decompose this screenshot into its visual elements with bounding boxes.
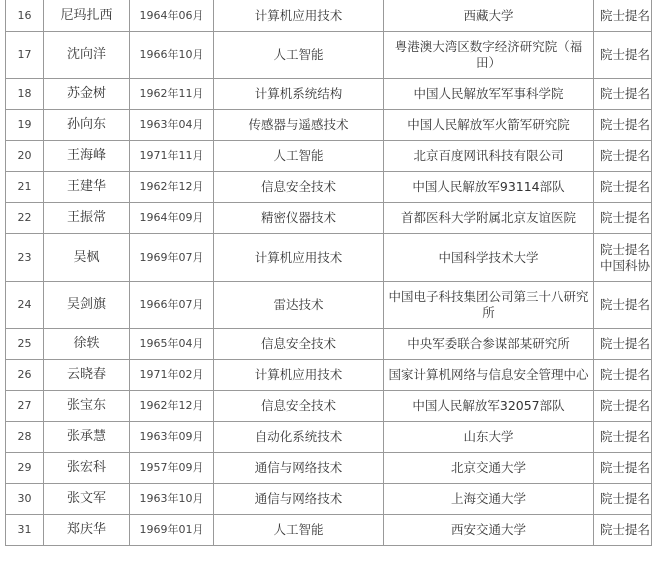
field-cell: 计算机应用技术 <box>214 234 384 282</box>
name-cell: 沈向洋 <box>44 32 130 79</box>
birth-date-cell: 1969年01月 <box>130 515 214 546</box>
nomination-cell: 院士提名 <box>594 515 652 546</box>
birth-date-cell: 1957年09月 <box>130 453 214 484</box>
nomination-cell: 院士提名 <box>594 422 652 453</box>
field-cell: 自动化系统技术 <box>214 422 384 453</box>
nomination-cell: 院士提名 <box>594 391 652 422</box>
name-cell: 孙向东 <box>44 110 130 141</box>
nomination-cell: 院士提名 <box>594 282 652 329</box>
name-cell: 王海峰 <box>44 141 130 172</box>
table-row <box>6 110 652 141</box>
name-cell: 尼玛扎西 <box>44 0 130 32</box>
row-number-cell: 17 <box>6 32 44 79</box>
organization-cell: 中国科学技术大学 <box>384 234 594 282</box>
birth-date-cell: 1971年02月 <box>130 360 214 391</box>
field-cell: 雷达技术 <box>214 282 384 329</box>
row-number-cell: 23 <box>6 234 44 282</box>
name-cell: 张文军 <box>44 484 130 515</box>
name-cell: 张宝东 <box>44 391 130 422</box>
row-number-cell: 25 <box>6 329 44 360</box>
table-row <box>6 141 652 172</box>
birth-date-cell: 1963年04月 <box>130 110 214 141</box>
table-row <box>6 32 652 79</box>
nomination-cell: 院士提名 <box>594 453 652 484</box>
organization-cell: 北京交通大学 <box>384 453 594 484</box>
row-number-cell: 22 <box>6 203 44 234</box>
organization-cell: 中国人民解放军火箭军研究院 <box>384 110 594 141</box>
table-row <box>6 234 652 282</box>
organization-cell: 首都医科大学附属北京友谊医院 <box>384 203 594 234</box>
birth-date-cell: 1962年12月 <box>130 172 214 203</box>
row-number-cell: 27 <box>6 391 44 422</box>
nomination-cell: 院士提名 <box>594 0 652 32</box>
name-cell: 王建华 <box>44 172 130 203</box>
organization-cell: 粤港澳大湾区数字经济研究院（福田） <box>384 32 594 79</box>
row-number-cell: 26 <box>6 360 44 391</box>
table-row <box>6 360 652 391</box>
birth-date-cell: 1965年04月 <box>130 329 214 360</box>
birth-date-cell: 1969年07月 <box>130 234 214 282</box>
table-row <box>6 329 652 360</box>
name-cell: 苏金树 <box>44 79 130 110</box>
field-cell: 计算机应用技术 <box>214 0 384 32</box>
nomination-cell: 院士提名 <box>594 110 652 141</box>
row-number-cell: 31 <box>6 515 44 546</box>
organization-cell: 上海交通大学 <box>384 484 594 515</box>
nomination-cell: 院士提名 <box>594 141 652 172</box>
organization-cell: 中央军委联合参谋部某研究所 <box>384 329 594 360</box>
nomination-cell: 院士提名 <box>594 79 652 110</box>
table-row <box>6 282 652 329</box>
field-cell: 精密仪器技术 <box>214 203 384 234</box>
row-number-cell: 19 <box>6 110 44 141</box>
field-cell: 通信与网络技术 <box>214 484 384 515</box>
name-cell: 郑庆华 <box>44 515 130 546</box>
field-cell: 传感器与遥感技术 <box>214 110 384 141</box>
birth-date-cell: 1971年11月 <box>130 141 214 172</box>
nomination-cell: 院士提名 <box>594 172 652 203</box>
row-number-cell: 16 <box>6 0 44 32</box>
organization-cell: 中国人民解放军32057部队 <box>384 391 594 422</box>
nomination-cell: 院士提名 <box>594 484 652 515</box>
nomination-cell: 院士提名 中国科协 <box>594 234 652 282</box>
row-number-cell: 21 <box>6 172 44 203</box>
organization-cell: 山东大学 <box>384 422 594 453</box>
table-row <box>6 203 652 234</box>
row-number-cell: 30 <box>6 484 44 515</box>
name-cell: 吴剑旗 <box>44 282 130 329</box>
birth-date-cell: 1962年11月 <box>130 79 214 110</box>
organization-cell: 中国电子科技集团公司第三十八研究所 <box>384 282 594 329</box>
birth-date-cell: 1964年09月 <box>130 203 214 234</box>
birth-date-cell: 1963年09月 <box>130 422 214 453</box>
birth-date-cell: 1966年07月 <box>130 282 214 329</box>
field-cell: 人工智能 <box>214 515 384 546</box>
table-row <box>6 391 652 422</box>
table-row <box>6 172 652 203</box>
nomination-cell: 院士提名 <box>594 360 652 391</box>
table-row <box>6 422 652 453</box>
birth-date-cell: 1962年12月 <box>130 391 214 422</box>
name-cell: 王振常 <box>44 203 130 234</box>
table-row <box>6 453 652 484</box>
organization-cell: 中国人民解放军93114部队 <box>384 172 594 203</box>
row-number-cell: 24 <box>6 282 44 329</box>
table-body <box>6 0 652 546</box>
organization-cell: 北京百度网讯科技有限公司 <box>384 141 594 172</box>
row-number-cell: 28 <box>6 422 44 453</box>
field-cell: 人工智能 <box>214 32 384 79</box>
row-number-cell: 29 <box>6 453 44 484</box>
name-cell: 徐轶 <box>44 329 130 360</box>
candidate-table <box>5 0 652 546</box>
table-row <box>6 484 652 515</box>
name-cell: 张宏科 <box>44 453 130 484</box>
birth-date-cell: 1964年06月 <box>130 0 214 32</box>
organization-cell: 西安交通大学 <box>384 515 594 546</box>
row-number-cell: 20 <box>6 141 44 172</box>
table-row <box>6 79 652 110</box>
table-row <box>6 0 652 32</box>
row-number-cell: 18 <box>6 79 44 110</box>
organization-cell: 西藏大学 <box>384 0 594 32</box>
name-cell: 云晓春 <box>44 360 130 391</box>
field-cell: 通信与网络技术 <box>214 453 384 484</box>
field-cell: 信息安全技术 <box>214 329 384 360</box>
field-cell: 计算机系统结构 <box>214 79 384 110</box>
organization-cell: 中国人民解放军军事科学院 <box>384 79 594 110</box>
field-cell: 信息安全技术 <box>214 391 384 422</box>
name-cell: 张承慧 <box>44 422 130 453</box>
field-cell: 信息安全技术 <box>214 172 384 203</box>
nomination-cell: 院士提名 <box>594 329 652 360</box>
nomination-cell: 院士提名 <box>594 203 652 234</box>
organization-cell: 国家计算机网络与信息安全管理中心 <box>384 360 594 391</box>
nomination-cell: 院士提名 <box>594 32 652 79</box>
birth-date-cell: 1966年10月 <box>130 32 214 79</box>
field-cell: 人工智能 <box>214 141 384 172</box>
table-row <box>6 515 652 546</box>
birth-date-cell: 1963年10月 <box>130 484 214 515</box>
name-cell: 吴枫 <box>44 234 130 282</box>
field-cell: 计算机应用技术 <box>214 360 384 391</box>
